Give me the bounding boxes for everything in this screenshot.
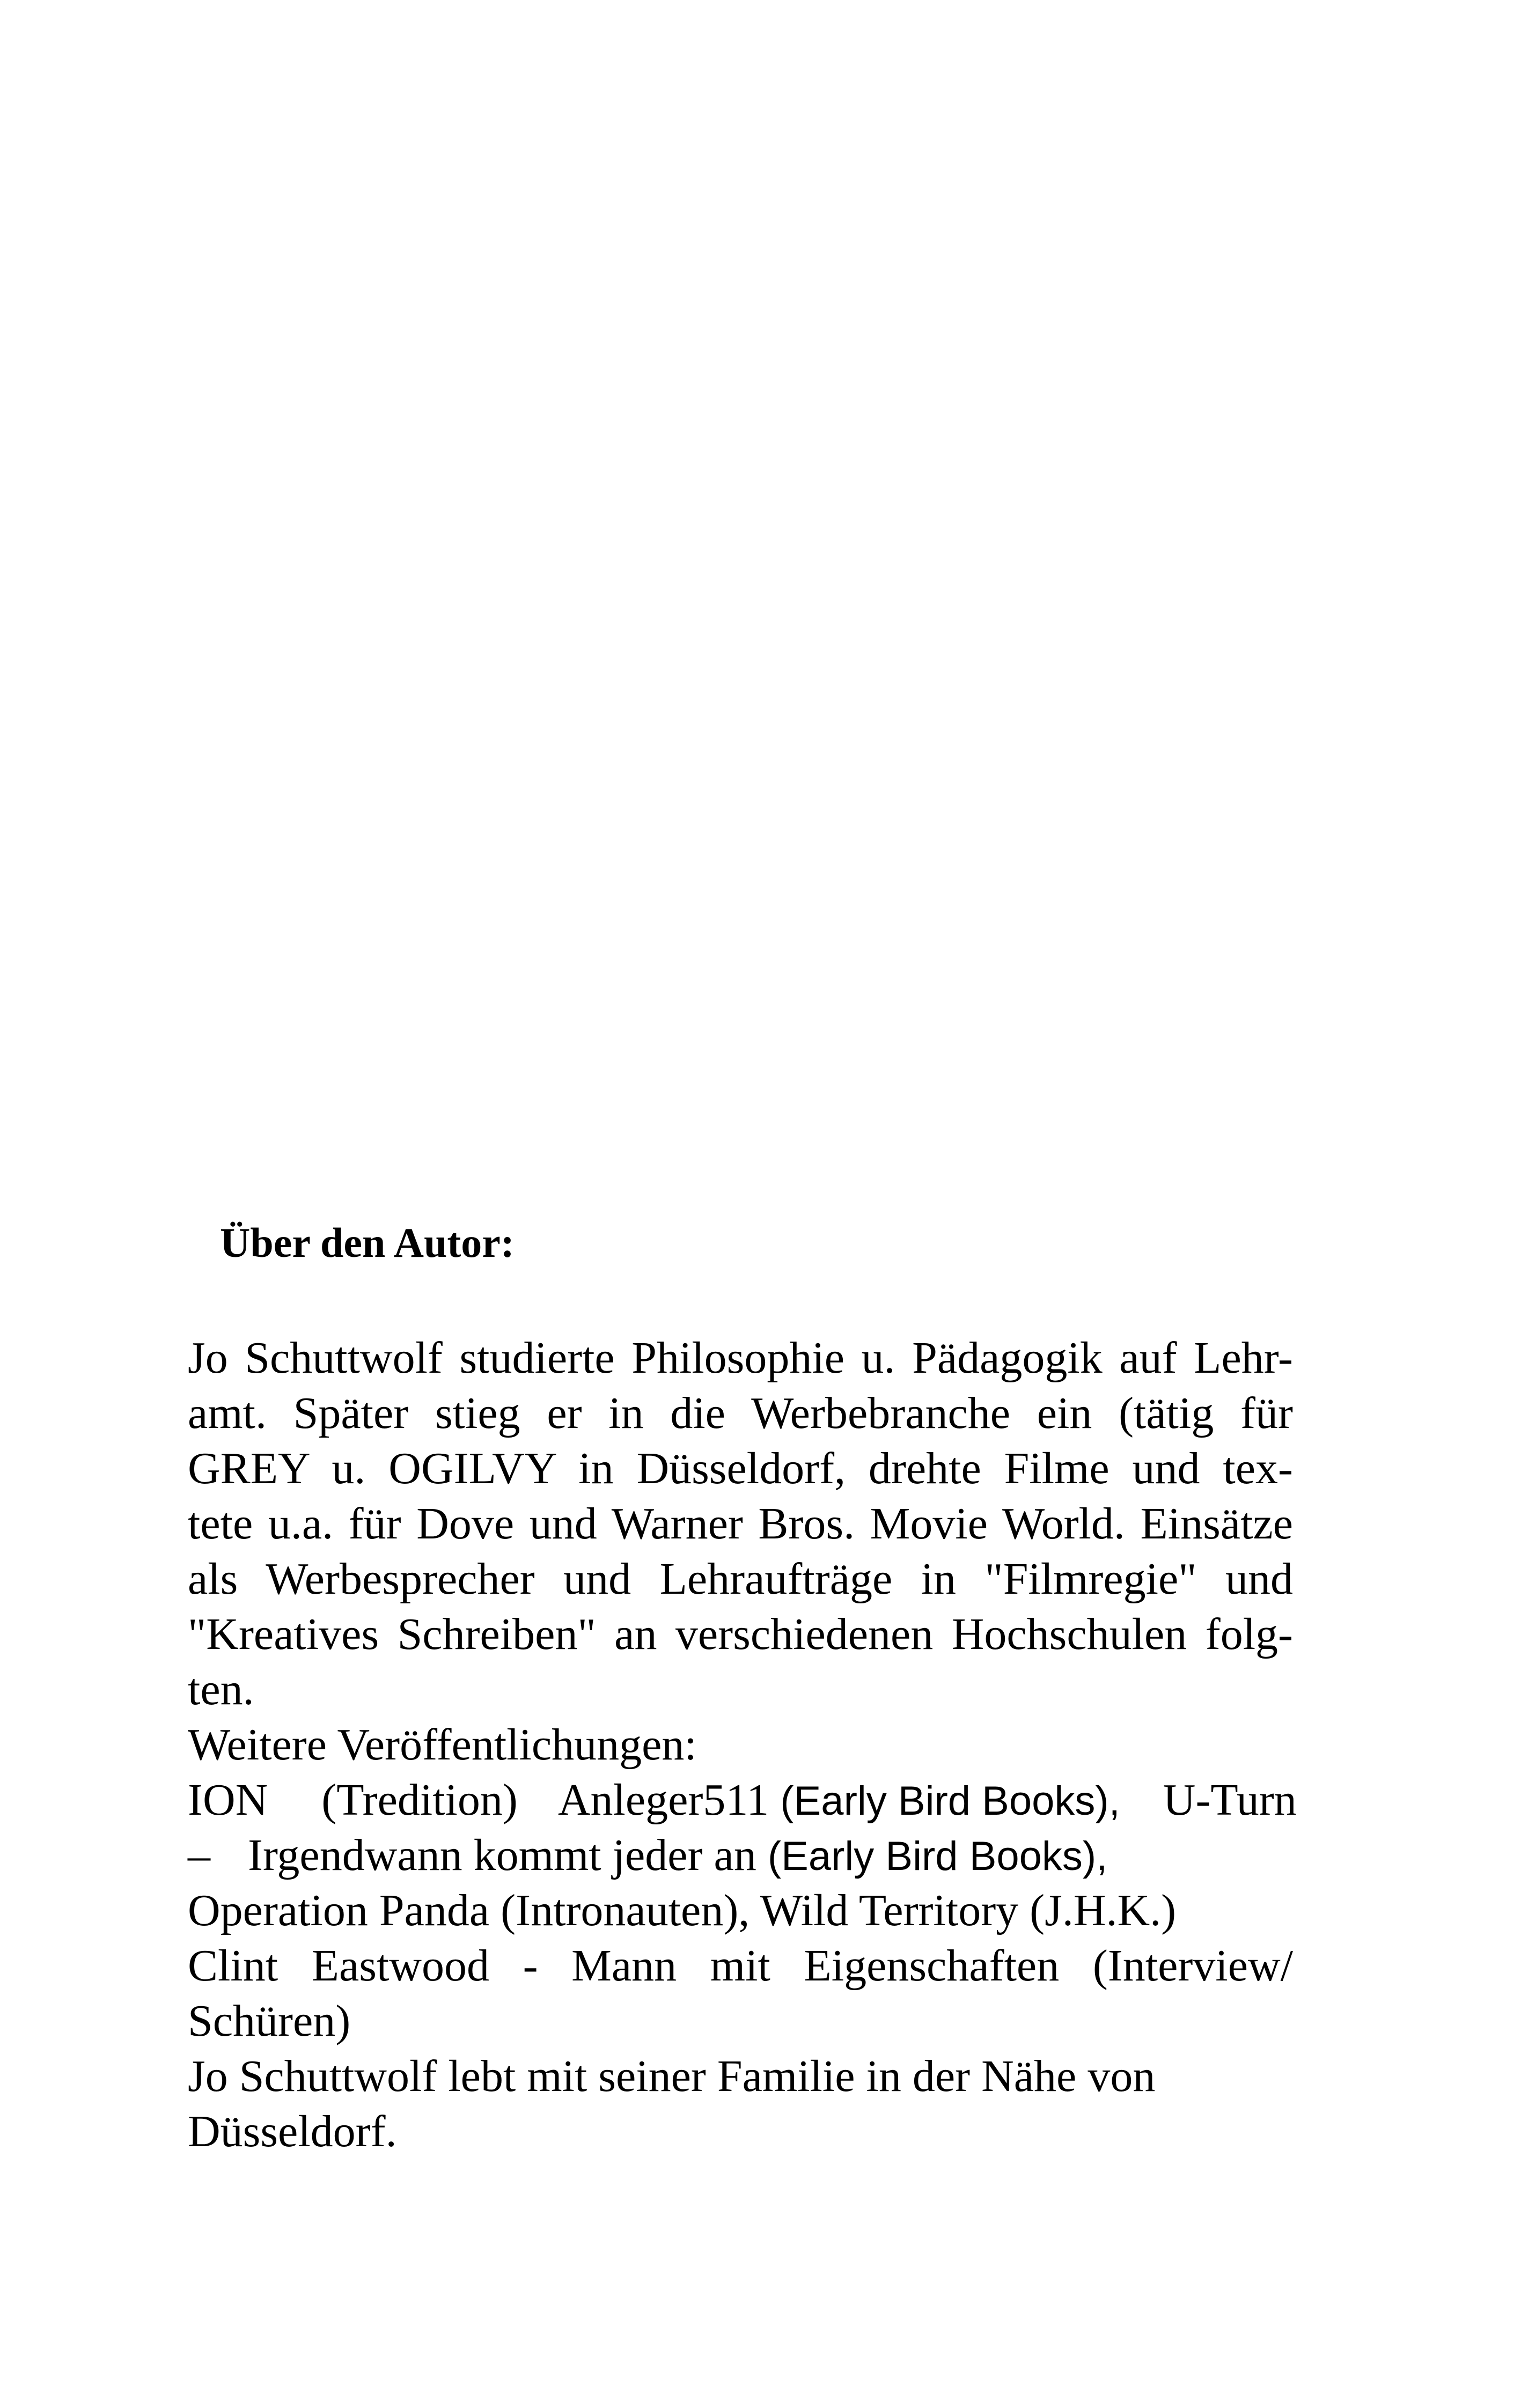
closing-line: Düsseldorf.: [188, 2107, 397, 2156]
bio-line: als Werbesprecher und Lehraufträge in "Filmregie" und: [188, 1554, 1293, 1604]
bio-line: "Kreatives Schreiben" an verschiedenen Hochschulen folg-: [188, 1609, 1293, 1659]
publisher-name: (Early Bird Books),: [767, 1833, 1108, 1879]
bio-line: Jo Schuttwolf studierte Philosophie u. Pädagogik auf Lehr-: [188, 1333, 1293, 1383]
closing-line: Jo Schuttwolf lebt mit seiner Familie in der Nähe von: [188, 2051, 1156, 2101]
publications-line: Clint Eastwood - Mann mit Eigenschaften (Interview/: [188, 1941, 1293, 1991]
publications-line: [188, 1772, 1297, 1828]
bio-line: amt. Später stieg er in die Werbebranche ein (tätig für: [188, 1388, 1293, 1438]
publisher-name: (Early Bird Books),: [780, 1778, 1120, 1824]
section-heading: Über den Autor:: [220, 1219, 515, 1266]
bio-line: tete u.a. für Dove und Warner Bros. Movie World. Einsätze: [188, 1499, 1293, 1549]
bio-line: ten.: [188, 1665, 254, 1714]
publisher-name: (Tredition): [321, 1775, 518, 1825]
publication-title: ION: [188, 1775, 268, 1825]
author-bio: [188, 1330, 1297, 2159]
publication-title: U-Turn: [1163, 1775, 1297, 1825]
publications-line: Operation Panda (Intronauten), Wild Territory (J.H.K.): [188, 1886, 1177, 1935]
publication-title: Irgendwann kommt jeder an: [248, 1830, 756, 1880]
publications-intro: Weitere Veröffentlichungen:: [188, 1720, 697, 1770]
publications-line: Schüren): [188, 1996, 351, 2046]
dash: –: [188, 1830, 210, 1880]
publication-title: Anleger511: [557, 1775, 769, 1825]
publications-line: [188, 1828, 1293, 1883]
bio-line: GREY u. OGILVY in Düsseldorf, drehte Filme und tex-: [188, 1444, 1293, 1493]
